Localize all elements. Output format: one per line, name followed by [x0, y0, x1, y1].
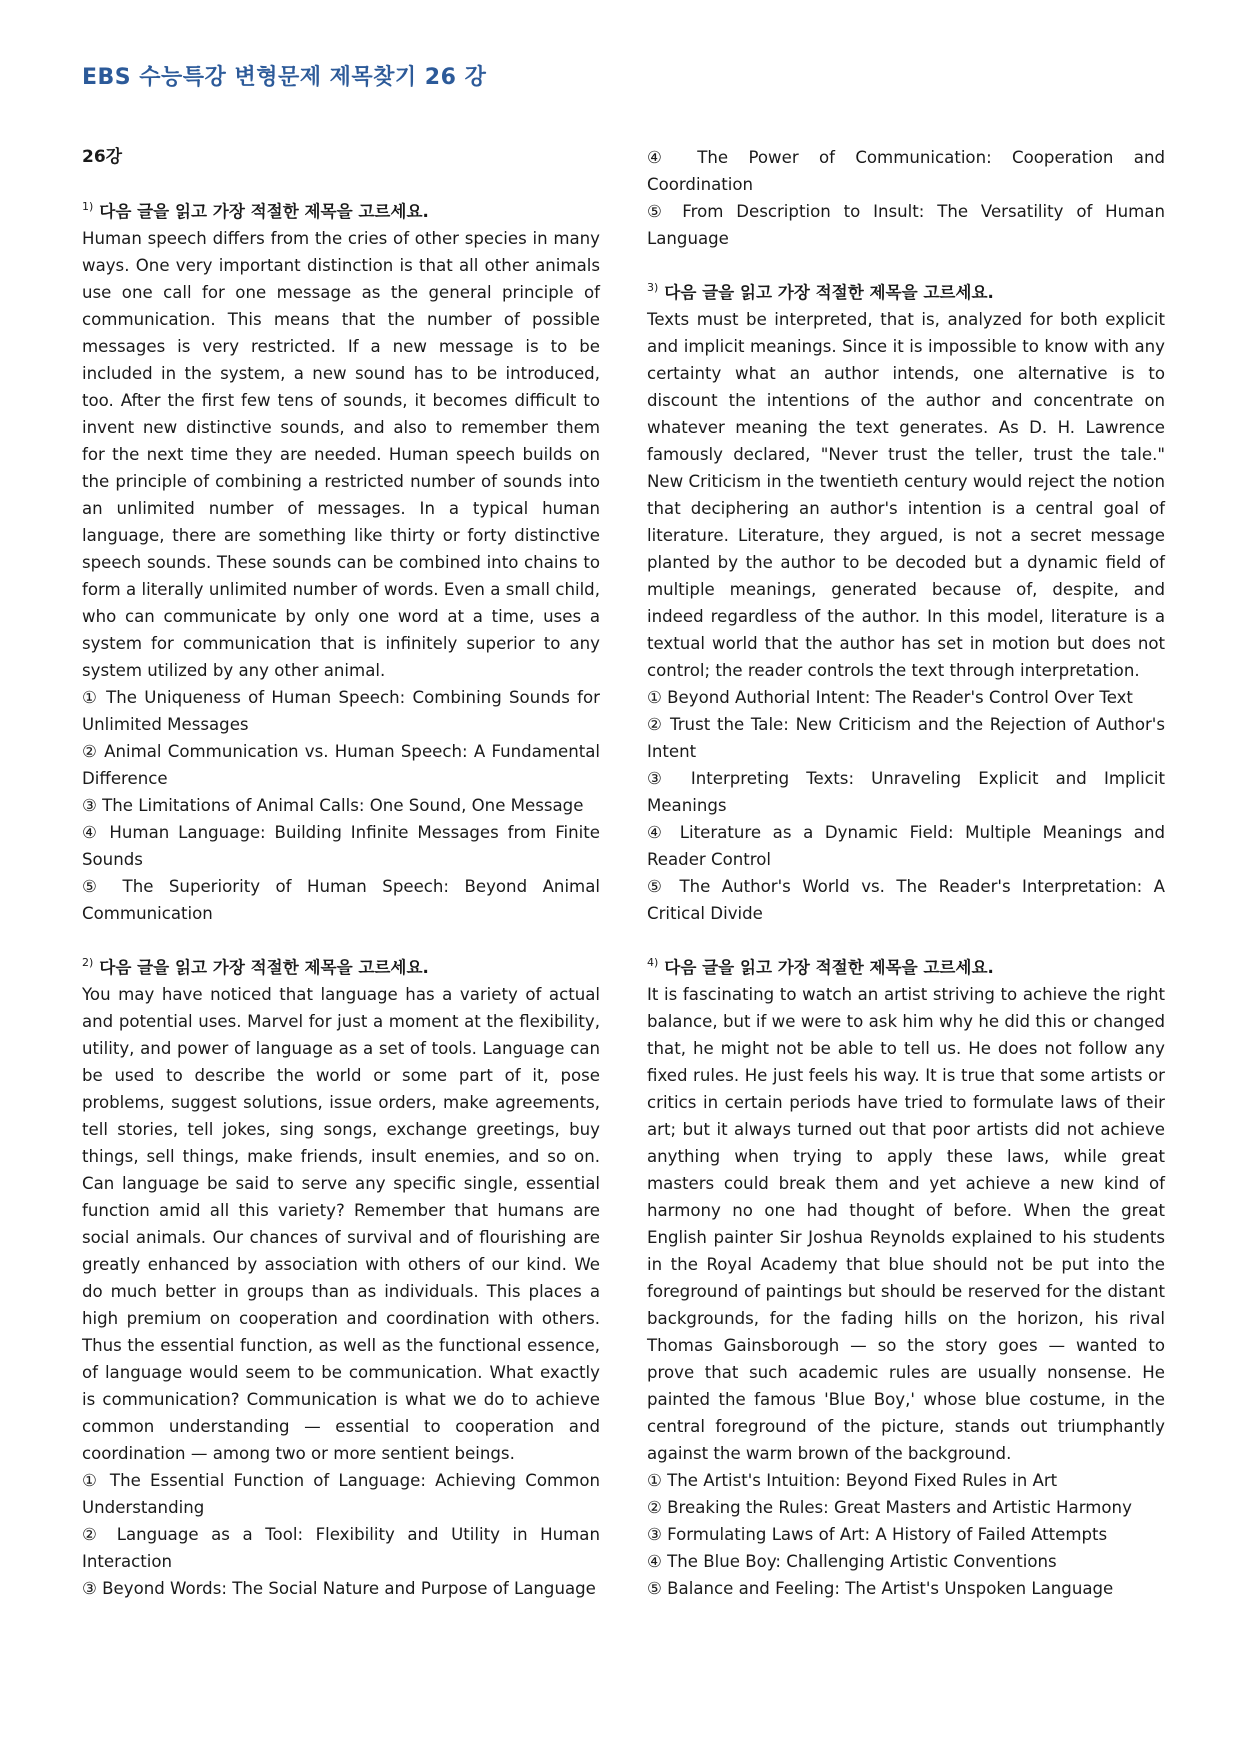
choice-list [647, 684, 1165, 927]
passage: You may have noticed that language has a variety of actual and potential uses. Marvel for just a moment at the flexibility, utility, and power of language as a set of tools. Language can be used to describe the world or some part of it, pose problems, suggest solutions, issue orders, make agreements, tell stories, tell jokes, sing songs, exchange greetings, buy things, sell things, make friends, insult enemies, and so on. Can language be said to serve any specific single, essential function amid all this variety? Remember that humans are social animals. Our chances of survival and of flourishing are greatly enhanced by association with others of our kind. We do much better in groups than as individuals. This places a high premium on cooperation and coordination with others. Thus the essential function, as well as the functional essence, of language would seem to be communication. What exactly is communication? Communication is what we do to achieve common understanding — essential to cooperation and coordination — among two or more sentient beings. [82, 985, 600, 1463]
choice-option[interactable]: ① The Essential Function of Language: Achieving Common Understanding [82, 1471, 600, 1517]
right-column [647, 144, 1165, 1629]
choice-option[interactable]: ④ Human Language: Building Infinite Messages from Finite Sounds [82, 823, 600, 869]
choice-option[interactable]: ② Breaking the Rules: Great Masters and Artistic Harmony [647, 1498, 1132, 1517]
passage: Texts must be interpreted, that is, analyzed for both explicit and implicit meanings. Since it is impossible to know with any certainty what an author intends, one alternative is to discount the intentions of the author and concentrate on whatever meaning the text generates. As D. H. Lawrence famously declared, "Never trust the teller, trust the tale." New Criticism in the twentieth century would reject the notion that deciphering an author's intention is a central goal of literature. Literature, they argued, is not a secret message planted by the author to be decoded but a dynamic field of multiple meanings, generated because of, despite, and indeed regardless of the author. In this model, literature is a textual world that the author has set in motion but does not control; the reader controls the text through interpretation. [647, 310, 1165, 680]
choice-option[interactable]: ① The Uniqueness of Human Speech: Combining Sounds for Unlimited Messages [82, 688, 600, 734]
left-column [82, 144, 600, 1629]
question-4 [647, 954, 1165, 1602]
choice-option[interactable]: ① The Artist's Intuition: Beyond Fixed Rules in Art [647, 1471, 1058, 1490]
question-number: 4) [647, 956, 659, 970]
choice-option[interactable]: ③ Formulating Laws of Art: A History of Failed Attempts [647, 1525, 1108, 1544]
lesson-label: 26강 [82, 147, 123, 167]
choice-list [647, 144, 1165, 252]
question-1 [82, 198, 600, 927]
choice-option[interactable]: ① Beyond Authorial Intent: The Reader's Control Over Text [647, 688, 1133, 707]
instruction-text: 다음 글을 읽고 가장 적절한 제목을 고르세요. [99, 202, 429, 221]
choice-list [82, 1467, 600, 1602]
choice-option[interactable]: ⑤ Balance and Feeling: The Artist's Unspoken Language [647, 1579, 1114, 1598]
instruction-text: 다음 글을 읽고 가장 적절한 제목을 고르세요. [99, 958, 429, 977]
choice-option[interactable]: ③ The Limitations of Animal Calls: One Sound, One Message [82, 796, 584, 815]
question-3 [647, 279, 1165, 927]
question-2 [82, 954, 600, 1602]
choice-option[interactable]: ⑤ From Description to Insult: The Versatility of Human Language [647, 202, 1165, 248]
question-number: 1) [82, 200, 94, 214]
choice-option[interactable]: ④ Literature as a Dynamic Field: Multiple Meanings and Reader Control [647, 823, 1165, 869]
choice-list [82, 684, 600, 927]
question-instruction [647, 954, 1165, 981]
choice-option[interactable]: ⑤ The Superiority of Human Speech: Beyond Animal Communication [82, 877, 600, 923]
passage: It is fascinating to watch an artist striving to achieve the right balance, but if we were to ask him why he did this or changed that, he might not be able to tell us. He does not follow any fixed rules. He just feels his way. It is true that some artists or critics in certain periods have tried to formulate laws of their art; but it always turned out that poor artists did not achieve anything when trying to apply these laws, while great masters could break them and yet achieve a new kind of harmony no one had thought of before. When the great English painter Sir Joshua Reynolds explained to his students in the Royal Academy that blue should not be put into the foreground of paintings but should be reserved for the distant backgrounds, for the fading hills on the horizon, his rival Thomas Gainsborough — so the story goes — wanted to prove that such academic rules are usually nonsense. He painted the famous 'Blue Boy,' whose blue costume, in the central foreground of the picture, stands out triumphantly against the warm brown of the background. [647, 985, 1165, 1463]
choice-option[interactable]: ③ Beyond Words: The Social Nature and Purpose of Language [82, 1579, 596, 1598]
choice-list [647, 1467, 1165, 1602]
question-number: 2) [82, 956, 94, 970]
choice-option[interactable]: ② Language as a Tool: Flexibility and Utility in Human Interaction [82, 1525, 600, 1571]
question-instruction [82, 198, 600, 225]
instruction-text: 다음 글을 읽고 가장 적절한 제목을 고르세요. [664, 958, 994, 977]
choice-option[interactable]: ② Trust the Tale: New Criticism and the Rejection of Author's Intent [647, 715, 1165, 761]
question-instruction [82, 954, 600, 981]
page-title: EBS 수능특강 변형문제 제목찾기 26 강 [82, 65, 487, 90]
choice-option[interactable]: ② Animal Communication vs. Human Speech: A Fundamental Difference [82, 742, 600, 788]
passage: Human speech differs from the cries of other species in many ways. One very important distinction is that all other animals use one call for one message as the general principle of communication. This means that the number of possible messages is very restricted. If a new message is to be included in the system, a new sound has to be introduced, too. After the first few tens of sounds, it becomes difficult to invent new distinctive sounds, and also to remember them for the next time they are needed. Human speech builds on the principle of combining a restricted number of sounds into an unlimited number of messages. In a typical human language, there are something like thirty or forty distinctive speech sounds. These sounds can be combined into chains to form a literally unlimited number of words. Even a small child, who can communicate by only one word at a time, uses a system for communication that is infinitely superior to any system utilized by any other animal. [82, 229, 600, 680]
choice-option[interactable]: ④ The Power of Communication: Cooperation and Coordination [647, 148, 1165, 194]
question-2-continued [647, 144, 1165, 252]
instruction-text: 다음 글을 읽고 가장 적절한 제목을 고르세요. [664, 283, 994, 302]
question-number: 3) [647, 281, 659, 295]
question-instruction [647, 279, 1165, 306]
choice-option[interactable]: ⑤ The Author's World vs. The Reader's Interpretation: A Critical Divide [647, 877, 1165, 923]
choice-option[interactable]: ④ The Blue Boy: Challenging Artistic Conventions [647, 1552, 1057, 1571]
choice-option[interactable]: ③ Interpreting Texts: Unraveling Explicit and Implicit Meanings [647, 769, 1165, 815]
